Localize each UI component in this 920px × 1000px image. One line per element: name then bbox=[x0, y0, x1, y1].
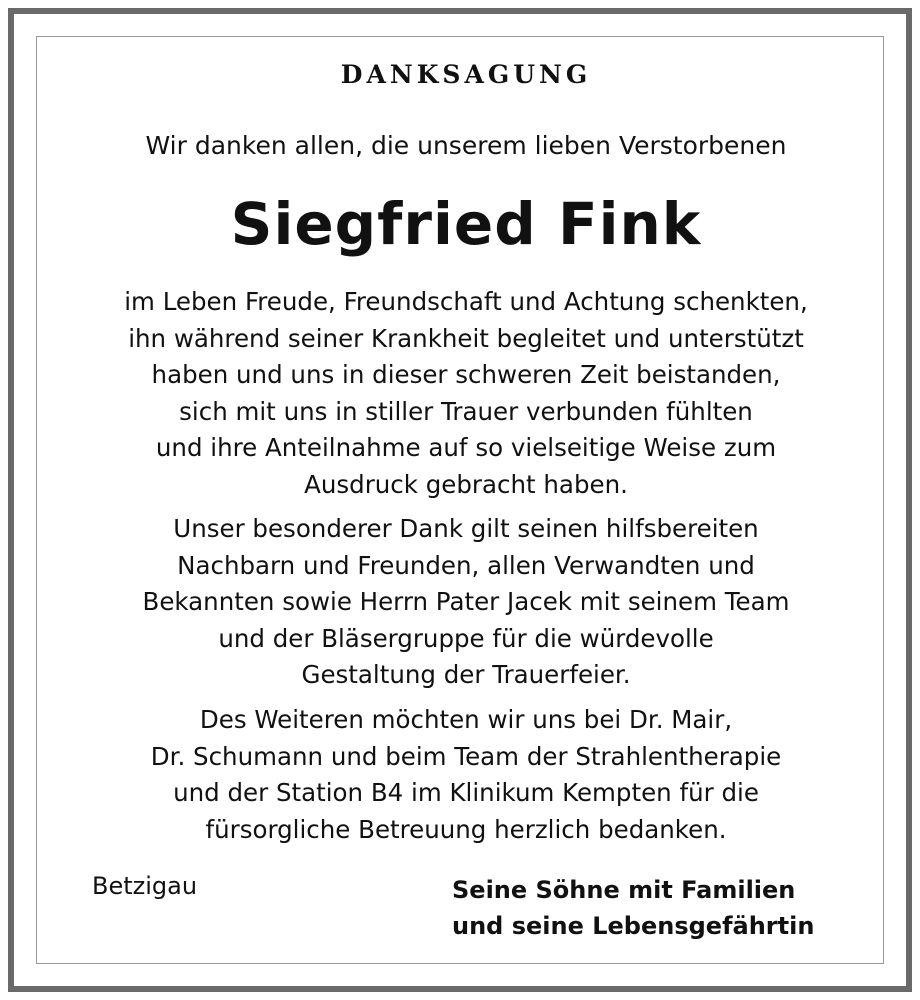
place-name: Betzigau bbox=[92, 872, 198, 900]
notice-frame bbox=[8, 8, 912, 992]
text-line: und der Bläsergruppe für die würdevolle bbox=[218, 623, 714, 653]
gratitude-paragraph-1 bbox=[14, 284, 918, 503]
text-line: Ausdruck gebracht haben. bbox=[304, 469, 628, 499]
text-line: und der Station B4 im Klinikum Kempten für die bbox=[173, 778, 759, 807]
text-line: Des Weiteren möchten wir uns bei Dr. Mair, bbox=[199, 705, 733, 734]
signature-line: Seine Söhne mit Familien bbox=[452, 876, 796, 904]
text-line: Nachbarn und Freunden, allen Verwandten und bbox=[177, 550, 755, 580]
gratitude-paragraph-2 bbox=[14, 511, 918, 694]
signature-block bbox=[452, 872, 814, 944]
signature-line: und seine Lebensgefährtin bbox=[452, 912, 815, 940]
intro-line: Wir danken allen, die unserem lieben Verstorbenen bbox=[145, 131, 787, 160]
text-line: sich mit uns in stiller Trauer verbunden fühlten bbox=[179, 396, 753, 426]
notice-heading: DANKSAGUNG bbox=[340, 60, 592, 89]
text-line: fürsorgliche Betreuung herzlich bedanken. bbox=[205, 814, 727, 844]
text-line: im Leben Freude, Freundschaft und Achtung schenkten, bbox=[124, 287, 808, 316]
text-line: haben und uns in dieser schweren Zeit beistanden, bbox=[151, 360, 781, 389]
gratitude-paragraph-3 bbox=[14, 702, 918, 848]
text-line: ihn während seiner Krankheit begleitet und unterstützt bbox=[128, 323, 804, 353]
text-line: und ihre Anteilnahme auf so vielseitige Weise zum bbox=[155, 433, 777, 462]
text-line: Dr. Schumann und beim Team der Strahlentherapie bbox=[150, 741, 782, 771]
text-line: Gestaltung der Trauerfeier. bbox=[301, 660, 631, 689]
deceased-name: Siegfried Fink bbox=[230, 190, 702, 258]
text-line: Unser besonderer Dank gilt seinen hilfsbereiten bbox=[173, 514, 759, 543]
text-line: Bekannten sowie Herrn Pater Jacek mit seinem Team bbox=[142, 587, 790, 616]
